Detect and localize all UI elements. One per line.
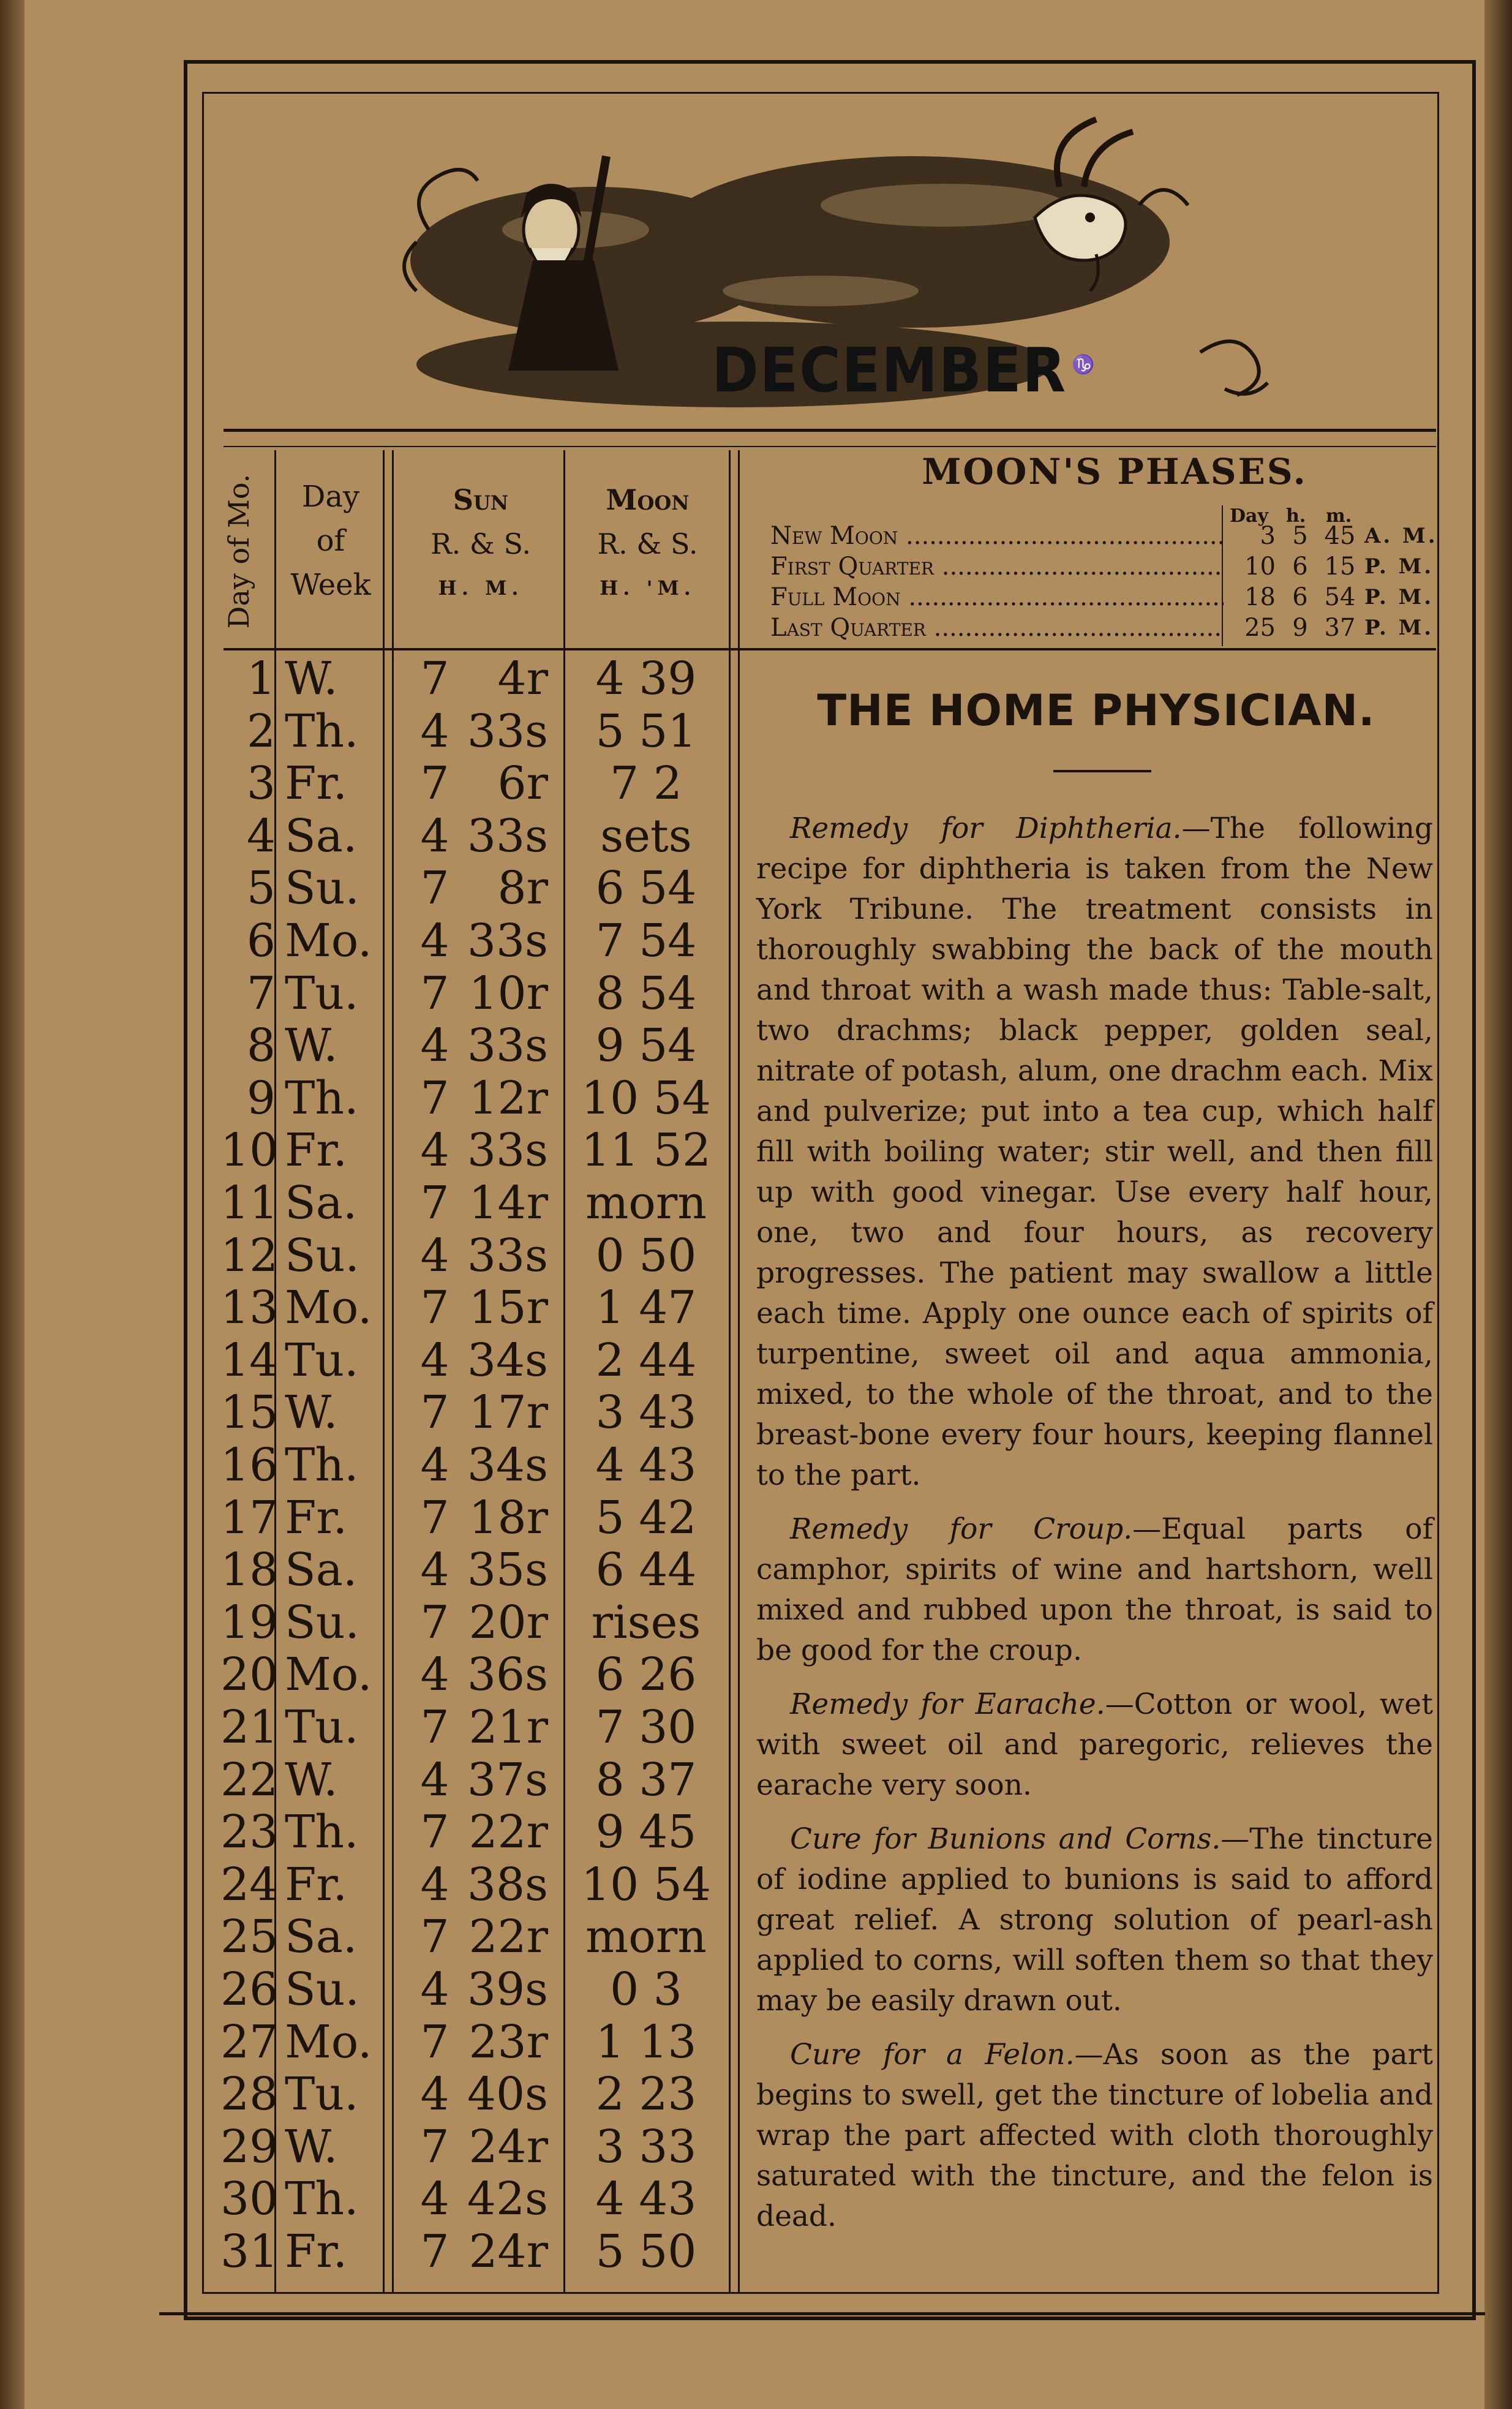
sun-minute: 34s (467, 1439, 548, 1491)
day-of-week: Fr. (285, 1491, 348, 1544)
remedy-heading: Remedy for Diphtheria. (790, 812, 1182, 845)
day-of-week: W. (285, 1019, 338, 1073)
day-number: 7 (246, 967, 276, 1020)
moon-time: 0 50 (595, 1229, 697, 1282)
sun-minute: 17r (468, 1386, 548, 1439)
sun-hour: 7 (420, 1701, 449, 1754)
phase-row-full-moon (770, 582, 1438, 613)
sun-minute: 22r (468, 1806, 548, 1859)
phase-ampm: P. M. (1364, 554, 1434, 579)
day-of-week: W. (285, 652, 338, 705)
day-number: 19 (220, 1596, 279, 1649)
article-paragraph (756, 1509, 1433, 1671)
header-moon-units: H. 'M. (600, 576, 696, 600)
moon-time: 3 33 (595, 2120, 697, 2173)
phase-hour: 6 (1292, 583, 1308, 611)
remedy-heading: Cure for a Felon. (790, 2038, 1075, 2072)
phase-col-day: Day (1230, 505, 1268, 527)
moon-time: 1 13 (595, 2015, 697, 2068)
page-edge-shadow (1484, 0, 1512, 2409)
day-of-week: Th. (285, 1806, 359, 1859)
sun-minute: 24r (468, 2120, 548, 2173)
day-of-week: Mo. (285, 1281, 372, 1335)
sun-minute: 36s (467, 1648, 548, 1702)
day-number: 10 (220, 1124, 279, 1177)
calendar-row (220, 1439, 741, 1491)
moon-time: 5 51 (595, 704, 697, 758)
moon-time: 9 54 (595, 1019, 697, 1073)
day-number: 2 (246, 704, 276, 758)
calendar-row (220, 1596, 741, 1649)
calendar-row (220, 1910, 741, 1963)
calendar-row (220, 2173, 741, 2225)
sun-minute: 21r (468, 1701, 548, 1754)
header-moon-sub: R. & S. (597, 527, 698, 560)
header-day-of-month: Day of Mo. (222, 473, 255, 629)
sun-minute: 37s (467, 1753, 548, 1806)
phase-hour: 6 (1292, 552, 1308, 581)
moon-time: 10 54 (581, 1858, 711, 1911)
day-of-week: Mo. (285, 914, 372, 967)
article-divider (1053, 770, 1151, 772)
moon-time: 6 26 (595, 1648, 697, 1702)
article-body (756, 809, 1433, 2250)
day-of-week: Fr. (285, 757, 348, 810)
sun-minute: 38s (467, 1858, 548, 1911)
sun-hour: 7 (420, 2120, 449, 2173)
sun-minute: 33s (467, 1019, 548, 1073)
sun-hour: 7 (420, 2015, 449, 2068)
calendar-row (220, 914, 741, 967)
article-paragraph (756, 1819, 1433, 2021)
day-of-week: Sa. (285, 1177, 358, 1229)
day-of-week: Su. (285, 1963, 359, 2016)
phase-name: First Quarter ..... (770, 551, 1224, 582)
calendar-row (220, 1858, 741, 1911)
day-number: 22 (220, 1753, 279, 1806)
sun-minute: 14r (468, 1177, 548, 1229)
sun-hour: 4 (420, 1963, 449, 2016)
sun-minute: 42s (467, 2173, 548, 2226)
sun-minute: 12r (468, 1071, 548, 1125)
phase-day: 3 (1260, 522, 1276, 550)
day-number: 31 (220, 2225, 279, 2278)
day-of-week: Tu. (285, 2068, 359, 2121)
remedy-heading: Remedy for Earache. (790, 1687, 1105, 1721)
moon-time: sets (600, 809, 692, 862)
day-number: 12 (220, 1229, 279, 1282)
day-of-week: Mo. (285, 2015, 372, 2068)
day-of-week: Fr. (285, 1124, 348, 1177)
day-of-week: Sa. (285, 809, 358, 862)
phase-ampm: P. M. (1364, 585, 1434, 609)
day-number: 23 (220, 1806, 279, 1859)
sun-minute: 8r (497, 862, 548, 915)
phase-hour: 9 (1292, 614, 1308, 642)
moon-time: 3 43 (595, 1386, 697, 1439)
day-number: 13 (220, 1281, 279, 1335)
sun-hour: 7 (420, 1806, 449, 1859)
sun-hour: 7 (420, 652, 449, 705)
phase-col-h: h. (1286, 505, 1306, 527)
sun-hour: 7 (420, 1177, 449, 1229)
calendar-row (220, 2225, 741, 2278)
article-paragraph (756, 809, 1433, 1496)
remedy-text: —Equal parts of camphor, spirits of wine and hartshorn, well mixed and rubbed upon the throat, is said to be good for the croup. (756, 1512, 1433, 1667)
moon-time: 5 50 (595, 2225, 697, 2278)
day-number: 5 (246, 862, 276, 915)
day-of-week: W. (285, 2120, 338, 2173)
phase-name: Last Quarter ..... (770, 613, 1224, 643)
day-number: 18 (220, 1544, 279, 1597)
moon-time: 4 39 (595, 652, 697, 705)
sun-minute: 23r (468, 2015, 548, 2068)
day-of-week: Tu. (285, 967, 359, 1020)
sun-minute: 39s (467, 1963, 548, 2016)
calendar-row (220, 2121, 741, 2173)
sun-minute: 33s (467, 704, 548, 758)
phase-row-new-moon (770, 521, 1438, 551)
sun-minute: 6r (497, 757, 548, 810)
table-header-rule (224, 648, 1436, 650)
moon-time: 7 30 (595, 1701, 697, 1754)
moon-time: 8 37 (595, 1753, 697, 1806)
day-number: 3 (246, 757, 276, 810)
calendar-row (220, 1491, 741, 1544)
day-of-week: Th. (285, 1071, 359, 1125)
phase-col-m: m. (1326, 505, 1352, 527)
day-of-week: Tu. (285, 1701, 359, 1754)
day-number: 14 (220, 1333, 279, 1387)
day-number: 6 (246, 914, 276, 967)
remedy-heading: Remedy for Croup. (790, 1512, 1133, 1546)
phase-hour: 5 (1292, 522, 1308, 550)
bottom-rule (159, 2312, 1485, 2315)
header-moon-title: Moon (606, 483, 690, 516)
day-of-week: Th. (285, 2173, 359, 2226)
calendar-row (220, 1806, 741, 1858)
day-number: 4 (246, 809, 276, 862)
phase-minute: 15 (1324, 552, 1356, 581)
sun-minute: 4r (497, 652, 548, 705)
sun-hour: 7 (420, 967, 449, 1020)
day-of-week: Th. (285, 1439, 359, 1491)
calendar-row (220, 2068, 741, 2121)
calendar-row (220, 705, 741, 758)
calendar-row (220, 1177, 741, 1229)
phase-name: New Moon ..... (770, 521, 1224, 551)
day-of-week: Su. (285, 1229, 359, 1282)
phase-name: Full Moon ..... (770, 582, 1224, 613)
sun-minute: 33s (467, 914, 548, 967)
calendar-row (220, 1334, 741, 1387)
page-spine-shadow (0, 0, 24, 2409)
sun-hour: 4 (420, 2173, 449, 2226)
sun-hour: 4 (420, 1858, 449, 1911)
sun-minute: 18r (468, 1491, 548, 1544)
moon-time: morn (585, 1910, 707, 1964)
sun-minute: 33s (467, 1124, 548, 1177)
sun-hour: 4 (420, 1544, 449, 1597)
moon-time: 1 47 (595, 1281, 697, 1335)
header-dow-line2: of (316, 524, 345, 558)
calendar-row (220, 1386, 741, 1439)
header-sun-title: Sun (453, 483, 509, 516)
sun-minute: 24r (468, 2225, 548, 2278)
sun-hour: 7 (420, 1281, 449, 1335)
article-paragraph (756, 1684, 1433, 1806)
header-dow-line3: Week (290, 568, 371, 602)
sun-hour: 7 (420, 757, 449, 810)
calendar-row (220, 1754, 741, 1806)
sun-minute: 22r (468, 1910, 548, 1964)
phase-day: 25 (1244, 614, 1276, 642)
day-number: 16 (220, 1439, 279, 1491)
moon-time: 0 3 (610, 1963, 682, 2016)
phase-minute: 54 (1324, 583, 1356, 611)
sun-hour: 7 (420, 862, 449, 915)
header-day-of-week (279, 475, 383, 607)
remedy-heading: Cure for Bunions and Corns. (790, 1822, 1221, 1856)
header-moon (566, 478, 729, 610)
calendar-row (220, 1281, 741, 1334)
moon-time: morn (585, 1177, 707, 1229)
moon-time: 7 54 (595, 914, 697, 967)
day-number: 11 (220, 1177, 279, 1229)
moon-time: 2 44 (595, 1333, 697, 1387)
day-of-week: Fr. (285, 2225, 348, 2278)
sun-hour: 4 (420, 1753, 449, 1806)
sun-hour: 4 (420, 1229, 449, 1282)
header-sun (398, 478, 563, 610)
moon-time: rises (591, 1596, 701, 1649)
day-number: 9 (246, 1071, 276, 1125)
moon-time: 2 23 (595, 2068, 697, 2121)
sun-hour: 4 (420, 2068, 449, 2121)
moon-time: 5 42 (595, 1491, 697, 1544)
day-number: 20 (220, 1648, 279, 1702)
calendar-row (220, 1124, 741, 1177)
sun-minute: 34s (467, 1333, 548, 1387)
sun-minute: 33s (467, 1229, 548, 1282)
header-dow-line1: Day (301, 480, 360, 514)
moon-time: 6 44 (595, 1544, 697, 1597)
calendar-row (220, 862, 741, 914)
moon-time: 4 43 (595, 2173, 697, 2226)
phase-ampm: P. M. (1364, 616, 1434, 640)
sun-hour: 4 (420, 914, 449, 967)
moon-phases-title: MOON'S PHASES. (922, 451, 1307, 492)
calendar-row (220, 1072, 741, 1125)
header-sun-sub: R. & S. (431, 527, 531, 560)
sun-hour: 7 (420, 1596, 449, 1649)
sun-minute: 15r (468, 1281, 548, 1335)
day-of-week: Sa. (285, 1910, 358, 1964)
moon-time: 7 2 (610, 757, 682, 810)
phase-ampm: A. M. (1364, 524, 1438, 548)
moon-time: 6 54 (595, 862, 697, 915)
phase-minute: 45 (1324, 522, 1356, 550)
calendar-row (220, 1963, 741, 2016)
sun-hour: 4 (420, 1333, 449, 1387)
moon-time: 8 54 (595, 967, 697, 1020)
sun-hour: 4 (420, 1648, 449, 1702)
sun-minute: 20r (468, 1596, 548, 1649)
moon-time: 9 45 (595, 1806, 697, 1859)
sun-minute: 33s (467, 809, 548, 862)
header-rule-thin (224, 446, 1436, 447)
article-title: THE HOME PHYSICIAN. (817, 685, 1375, 736)
moon-time: 10 54 (581, 1071, 711, 1125)
day-of-week: Fr. (285, 1858, 348, 1911)
day-of-week: Tu. (285, 1333, 359, 1387)
sun-hour: 7 (420, 1491, 449, 1544)
sun-hour: 4 (420, 1019, 449, 1073)
sun-hour: 7 (420, 1386, 449, 1439)
remedy-text: —The following recipe for diphtheria is taken from the New York Tribune. The treatment consists in thoroughly swabbing the back of the mouth and throat with a wash made thus: Table-salt, two drachms; black pepper, golden seal, nitrate of potash, alum, one drachm each. Mix and pulverize; put into a tea cup, which half fill with boiling water; stir well, and then fill up with good vinegar. Use every half hour, one, two and four hours, as recovery progresses. The patient may swallow a little each time. Apply one ounce each of spirits of turpentine, sweet oil and aqua ammonia, mixed, to the whole of the throat, and to the breast-bone every four hours, keeping flannel to the part. (756, 812, 1434, 1492)
sun-minute: 35s (467, 1544, 548, 1597)
calendar-row (220, 757, 741, 810)
day-of-week: W. (285, 1386, 338, 1439)
remedy-text: —As soon as the part begins to swell, get the tincture of lobelia and wrap the part affected with cloth thoroughly saturated with the tincture, and the felon is dead. (756, 2038, 1433, 2233)
calendar-row (220, 1544, 741, 1596)
calendar-row (220, 2016, 741, 2068)
phase-minute: 37 (1324, 614, 1356, 642)
day-number: 15 (220, 1386, 279, 1439)
day-of-week: Su. (285, 1596, 359, 1649)
sun-hour: 4 (420, 809, 449, 862)
remedy-text: —Cotton or wool, wet with sweet oil and paregoric, relieves the earache very soon. (756, 1687, 1433, 1802)
article-paragraph (756, 2035, 1433, 2237)
day-number: 26 (220, 1963, 279, 2016)
calendar-row (220, 1701, 741, 1754)
day-number: 21 (220, 1701, 279, 1754)
day-of-week: Mo. (285, 1648, 372, 1702)
header-rule (224, 429, 1436, 432)
moon-time: 11 52 (581, 1124, 711, 1177)
day-number: 17 (220, 1491, 279, 1544)
phase-day: 10 (1244, 552, 1276, 581)
sun-hour: 4 (420, 704, 449, 758)
sun-minute: 40s (467, 2068, 548, 2121)
moon-time: 4 43 (595, 1439, 697, 1491)
calendar-row (220, 652, 741, 705)
day-number: 24 (220, 1858, 279, 1911)
calendar-row (220, 1019, 741, 1072)
day-of-week: W. (285, 1753, 338, 1806)
day-of-week: Sa. (285, 1544, 358, 1597)
month-title: DECEMBER (712, 334, 1067, 406)
remedy-text: —The tincture of iodine applied to bunions is said to afford great relief. A strong solution of pearl-ash applied to corns, will soften them so that they may be easily drawn out. (756, 1822, 1433, 2018)
day-number: 30 (220, 2173, 279, 2226)
day-number: 27 (220, 2015, 279, 2068)
day-number: 8 (246, 1019, 276, 1073)
sun-hour: 7 (420, 1910, 449, 1964)
sun-hour: 4 (420, 1124, 449, 1177)
calendar-row (220, 967, 741, 1020)
phase-row-last-quarter (770, 613, 1438, 643)
header-sun-units: H. M. (438, 576, 524, 600)
phase-day: 18 (1244, 583, 1276, 611)
day-number: 28 (220, 2068, 279, 2121)
calendar-row (220, 810, 741, 862)
calendar-row (220, 1648, 741, 1701)
sun-minute: 10r (468, 967, 548, 1020)
calendar-row (220, 1229, 741, 1282)
day-of-week: Su. (285, 862, 359, 915)
phase-row-first-quarter (770, 551, 1438, 582)
capricorn-symbol-icon: ♑ (1072, 354, 1095, 375)
day-number: 1 (246, 652, 276, 705)
day-of-week: Th. (285, 704, 359, 758)
sun-hour: 7 (420, 1071, 449, 1125)
sun-hour: 7 (420, 2225, 449, 2278)
day-number: 29 (220, 2120, 279, 2173)
day-number: 25 (220, 1910, 279, 1964)
sun-hour: 4 (420, 1439, 449, 1491)
